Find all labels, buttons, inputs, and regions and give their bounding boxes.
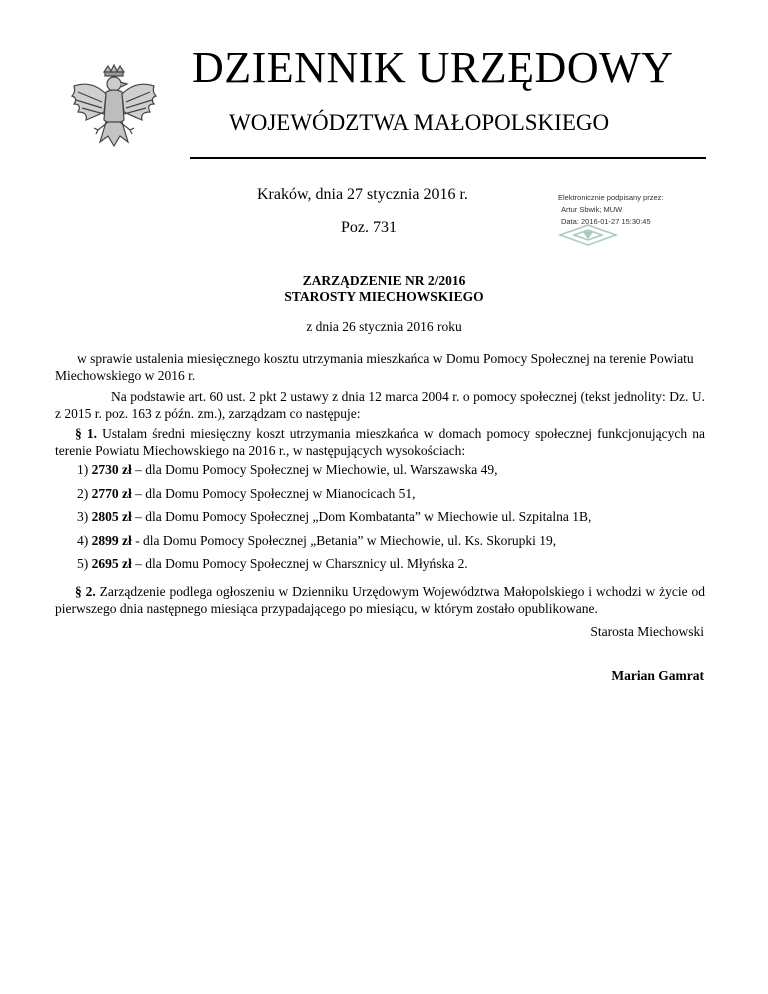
list-item-number: 2): [77, 486, 89, 501]
paragraph-2-text: Zarządzenie podlega ogłoszeniu w Dzienniku Urzędowym Województwa Małopolskiego i wchodzi w życie od pierwszego dnia następnego miesiąca przypadającego po miesiącu, w którym zostało opublikowane.: [55, 584, 705, 616]
list-item: [77, 462, 497, 478]
paragraph-1-label: § 1.: [75, 426, 97, 441]
paragraph-2-label: § 2.: [75, 584, 96, 599]
list-item: [77, 533, 556, 549]
signature-stamp-icon: [558, 223, 618, 252]
document-date: z dnia 26 stycznia 2016 roku: [306, 319, 462, 334]
document-subject: w sprawie ustalenia miesięcznego kosztu utrzymania mieszkańca w Domu Pomocy Społecznej na terenie Powiatu Miechowskiego w 2016 r.: [55, 351, 694, 383]
list-item-amount: 2805 zł: [91, 509, 132, 524]
list-item-number: 4): [77, 533, 89, 548]
paragraph-1-text: Ustalam średni miesięczny koszt utrzymania mieszkańca w domach pomocy społecznej funkcjonujących na terenie Powiatu Miechowskiego na 2016 r., w następujących wysokościach:: [55, 426, 706, 458]
list-item-text: – dla Domu Pomocy Społecznej „Dom Kombatanta” w Miechowie ul. Szpitalna 1B,: [131, 509, 592, 524]
list-item-number: 1): [77, 462, 89, 477]
list-item-amount: 2730 zł: [91, 462, 132, 477]
list-item: [77, 556, 468, 572]
legal-basis: Na podstawie art. 60 ust. 2 pkt 2 ustawy z dnia 12 marca 2004 r. o pomocy społecznej (tekst jednolity: Dz. U. z 2015 r. poz. 163 z późn. zm.), zarządzam co następuje:: [55, 389, 705, 421]
list-item-text: – dla Domu Pomocy Społecznej w Miechowie, ul. Warszawska 49,: [131, 462, 498, 477]
list-item-amount: 2899 zł: [91, 533, 132, 548]
header-divider: [190, 157, 706, 159]
heading-line-1: ZARZĄDZENIE NR 2/2016: [302, 273, 466, 288]
paragraph-1: [55, 425, 705, 459]
heading-line-2: STAROSTY MIECHOWSKIEGO: [284, 289, 484, 304]
publication-date: Kraków, dnia 27 stycznia 2016 r.: [257, 186, 468, 203]
list-item: [77, 486, 416, 502]
eagle-emblem: [64, 62, 164, 167]
signature-date: Data: 2016-01-27 15:30:45: [561, 217, 651, 226]
signer-title: Starosta Miechowski: [590, 624, 704, 639]
list-item: [77, 509, 591, 525]
list-item-text: – dla Domu Pomocy Społecznej w Mianocicach 51,: [131, 486, 416, 501]
list-item-text: - dla Domu Pomocy Społecznej „Betania” w Miechowie, ul. Ks. Skorupki 19,: [131, 533, 557, 548]
list-item-number: 3): [77, 509, 89, 524]
journal-title: DZIENNIK URZĘDOWY: [192, 43, 674, 92]
list-item-amount: 2770 zł: [91, 486, 132, 501]
journal-subtitle: WOJEWÓDZTWA MAŁOPOLSKIEGO: [229, 110, 610, 135]
paragraph-2: [55, 583, 705, 617]
document-heading: [0, 273, 768, 305]
signer-name: Marian Gamrat: [611, 668, 704, 683]
list-item-number: 5): [77, 556, 89, 571]
signature-label: Elektronicznie podpisany przez:: [558, 193, 664, 202]
list-item-amount: 2695 zł: [91, 556, 132, 571]
signature-signer: Artur Sbwik; MUW: [561, 205, 623, 214]
list-item-text: – dla Domu Pomocy Społecznej w Charsznicy ul. Młyńska 2.: [131, 556, 468, 571]
position-number: Poz. 731: [341, 219, 397, 236]
